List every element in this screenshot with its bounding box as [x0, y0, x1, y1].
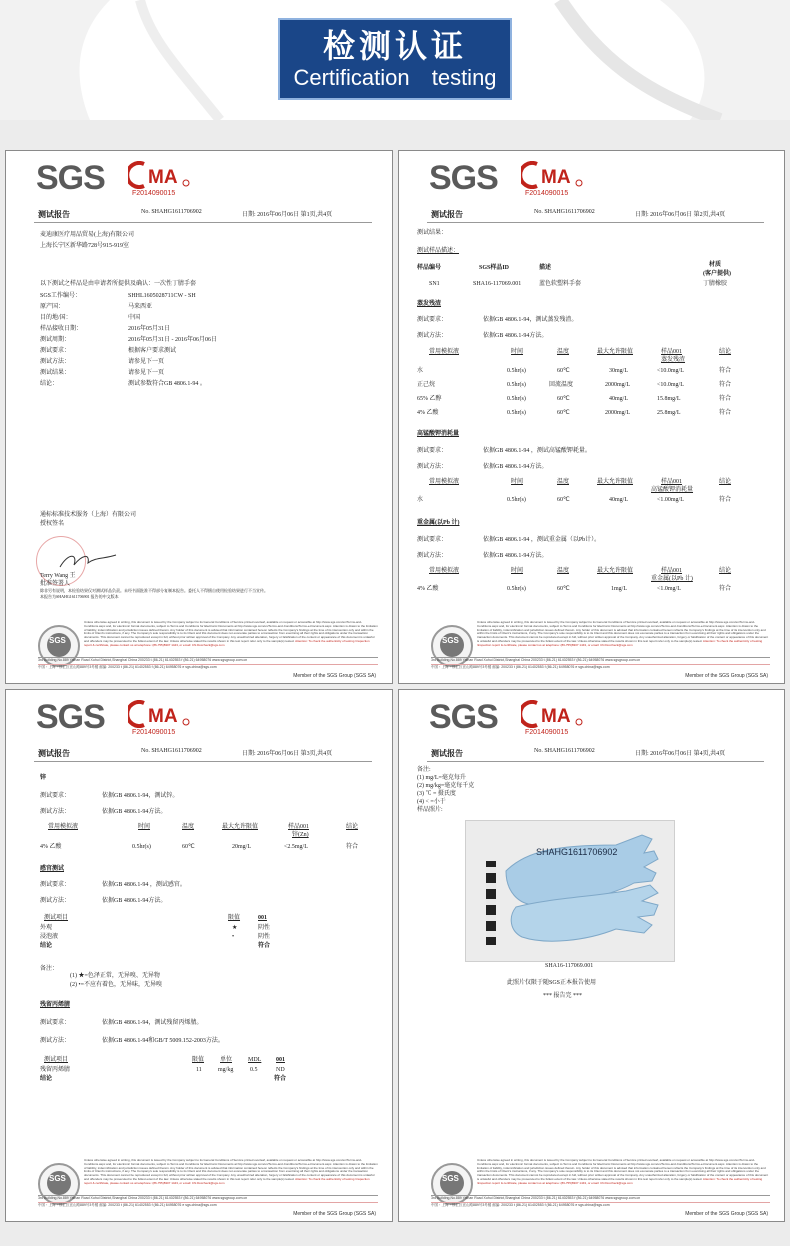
footer-address: 3rd Building,No.889 Yishan Road Xuhui District,Shanghai China 200233 t (86-21) 61402553 f (86-21) 64958076 www.sgsgroup.com.cn 中国・上海・徐汇区宜山路889号3号楼 邮编: 200233 t (86-21) 61402553 f (86-21) 64958076 e sgs.china@sgs.com [431, 1195, 770, 1208]
field-label: 测试结果： [40, 370, 71, 376]
end-of-report: *** 报告完 *** [543, 993, 583, 999]
sample-desc-label: 测试样品描述： [417, 248, 460, 254]
table-cell: 符合 [719, 410, 732, 416]
table-header: 结论 [346, 824, 359, 830]
table-cell: 30mg/L [609, 368, 628, 374]
table-cell: 结论 [40, 943, 53, 949]
photo-sample-id: SHA16-117069.001 [545, 963, 594, 969]
table-cell: 符合 [258, 943, 271, 949]
signer-title: 批准签署人 [40, 581, 71, 587]
table-header: 001 [276, 1057, 285, 1063]
section-method: 依据GB 4806.1-94方法。 [483, 333, 548, 339]
table-header: 温度 [182, 824, 195, 830]
section-method: 依据GB 4806.1-94方法。 [102, 898, 167, 904]
handwritten-signature [56, 549, 126, 573]
note-line: (4) < =小于 [417, 799, 446, 805]
col-material: 材质 [709, 262, 722, 268]
report-number: No. SHAHG1611706902 [141, 209, 202, 215]
table-header: 常用模拟液 [429, 479, 460, 485]
table-cell: 25.8mg/L [657, 410, 681, 416]
header-divider [34, 761, 372, 762]
section-title: 高锰酸钾消耗量 [417, 431, 460, 437]
table-header: 温度 [557, 349, 570, 355]
client-name: 麦迪康医疗用品贸易(上海)有限公司 [40, 232, 134, 238]
table-cell: 0.5hr(s) [132, 844, 151, 850]
page-footer [399, 613, 784, 683]
footer-fine-print: Unless otherwise agreed in writing, this document is issued by the Company subject to its General Conditions of Service printed overleaf, available on request or accessible at http://www.sgs.com/en/Terms-and-Conditions.aspx and, for electronic format documents, subject to Terms and Conditions for Electronic Documents at http://www.sgs.com/en/Terms-and-Conditions/Terms-e-Document.aspx. Attention is drawn to the limitation of liability, indemnification and jurisdiction issues defined therein. Any holder of this document is advised that information contained hereon reflects the Company's findings at the time of its intervention only and within the limits of Client's instructions, if any. The Company's sole responsibility is to its Client and this document does not exonerate parties to a transaction from exercising all their rights and obligations under the transaction documents. This document cannot be reproduced except in full, without prior written approval of the Company. Any unauthorized alteration, forgery or falsification of the content or appearance of this document is unlawful and offenders may be prosecuted to the fullest extent of the law. Unless otherwise stated the results shown in this test report refer only to the sample(s) tested. Attention: To check the authenticity of testing /inspection report & certificate, please contact us at telephone: (86-755)8307 1443, or email: CN.Doccheck@sgs.com [477, 621, 769, 647]
table-cell: <10.0mg/L [657, 382, 684, 388]
cma-cert-number: F2014090015 [525, 190, 569, 197]
col-sample-no: 样品编号 [417, 265, 442, 271]
table-cell: 4% 乙酸 [417, 586, 439, 592]
table-cell: 0.5hr(s) [507, 586, 526, 592]
field-label: SGS工作编号： [40, 293, 82, 299]
table-cell: 15.8mg/L [657, 396, 681, 402]
field-label: 目的地/国： [40, 315, 72, 321]
section-method-label: 测试方法： [417, 333, 448, 339]
table-cell: 0.5hr(s) [507, 396, 526, 402]
table-header: 001 [258, 915, 267, 921]
report-page-2 [398, 150, 785, 684]
table-header: 最大允许限值 [597, 568, 634, 574]
sgs-logo: SGS [429, 698, 498, 736]
table-cell: 60℃ [557, 497, 570, 503]
table-cell: 65% 乙醇 [417, 396, 442, 402]
sgs-seal-icon: SGS [38, 1163, 80, 1205]
report-title: 测试报告 [38, 749, 70, 758]
svg-text:MA: MA [148, 167, 178, 188]
table-cell: ND [276, 1067, 285, 1073]
cma-cert-number: F2014090015 [132, 729, 176, 736]
table-header: 锌(Zn) [292, 832, 309, 838]
table-header: 时间 [511, 479, 524, 485]
report-title: 测试报告 [431, 210, 463, 219]
table-header: 结论 [719, 479, 732, 485]
note-line: (1) mg/L=毫克每升 [417, 775, 466, 781]
field-value: 马来西亚 [128, 304, 153, 310]
section-title-en: Certification testing [293, 65, 497, 90]
sgs-logo: SGS [429, 159, 498, 197]
table-cell: 40mg/L [609, 396, 628, 402]
footer-member: Member of the SGS Group (SGS SA) [293, 673, 376, 679]
result-label: 测试结果： [417, 230, 448, 236]
footer-member: Member of the SGS Group (SGS SA) [685, 1211, 768, 1217]
table-cell: 60℃ [557, 410, 570, 416]
report-page-1 [5, 150, 393, 684]
table-cell: <1.0mg/L [657, 586, 681, 592]
table-header: 样品001 [661, 349, 683, 355]
section-method-label: 测试方法： [417, 553, 448, 559]
authorized-signature: 授权签名 [40, 521, 65, 527]
table-header: 最大允许限值 [222, 824, 259, 830]
section-method: 依据GB 4806.1-94方法。 [102, 809, 167, 815]
table-header: 样品001 [661, 568, 683, 574]
table-cell: 符合 [719, 497, 732, 503]
field-label: 样品接收日期： [40, 326, 83, 332]
page-footer [6, 1151, 392, 1221]
report-header [24, 748, 378, 760]
table-cell: 0.5 [250, 1067, 258, 1073]
table-header: 限值 [192, 1057, 205, 1063]
report-header [417, 748, 770, 760]
table-cell: <1.00mg/L [657, 497, 684, 503]
report-disclaimer: 除非另有说明，本检验结果仅对测试样品负责。未经书面批准不得部分复制本报告。委托人不得擅自使用检验结果进行不当宣传。 [40, 588, 268, 593]
table-cell: 4% 乙酸 [417, 410, 439, 416]
report-title: 测试报告 [38, 210, 70, 219]
table-cell: 2000mg/L [605, 410, 630, 416]
table-header: 时间 [138, 824, 151, 830]
section-method: 依据GB 4806.1-94方法。 [483, 553, 548, 559]
table-header: MDL [248, 1057, 262, 1063]
section-method: 依据GB 4806.1-94方法。 [483, 464, 548, 470]
footer-fine-print: Unless otherwise agreed in writing, this document is issued by the Company subject to its General Conditions of Service printed overleaf, available on request or accessible at http://www.sgs.com/en/Terms-and-Conditions.aspx and, for electronic format documents, subject to Terms and Conditions for Electronic Documents at http://www.sgs.com/en/Terms-and-Conditions/Terms-e-Document.aspx. Attention is drawn to the limitation of liability, indemnification and jurisdiction issues defined therein. Any holder of this document is advised that information contained hereon reflects the Company's findings at the time of its intervention only and within the limits of Client's instructions, if any. The Company's sole responsibility is to its Client and this document does not exonerate parties to a transaction from exercising all their rights and obligations under the transaction documents. This document cannot be reproduced except in full, without prior written approval of the Company. Any unauthorized alteration, forgery or falsification of the content or appearance of this document is unlawful and offenders may be prosecuted to the fullest extent of the law. Unless otherwise stated the results shown in this test report refer only to the sample(s) tested. Attention: To check the authenticity of testing /inspection report & certificate, please contact us at telephone: (86-755)8307 1443, or email: CN.Doccheck@sgs.com [84, 1159, 378, 1185]
field-label: 测试要求： [40, 348, 71, 354]
table-header: 高锰酸钾消耗量 [651, 487, 694, 493]
cma-logo [128, 161, 192, 189]
table-header: 常用模拟液 [429, 349, 460, 355]
section-title: 锌 [40, 775, 47, 781]
field-value: 中国 [128, 315, 141, 321]
footer-fine-print: Unless otherwise agreed in writing, this document is issued by the Company subject to its General Conditions of Service printed overleaf, available on request or accessible at http://www.sgs.com/en/Terms-and-Conditions.aspx and, for electronic format documents, subject to Terms and Conditions for Electronic Documents at http://www.sgs.com/en/Terms-and-Conditions/Terms-e-Document.aspx. Attention is drawn to the limitation of liability, indemnification and jurisdiction issues defined therein. Any holder of this document is advised that information contained hereon reflects the Company's findings at the time of its intervention only and within the limits of Client's instructions, if any. The Company's sole responsibility is to its Client and this document does not exonerate parties to a transaction from exercising all their rights and obligations under the transaction documents. This document cannot be reproduced except in full, without prior written approval of the Company. Any unauthorized alteration, forgery or falsification of the content or appearance of this document is unlawful and offenders may be prosecuted to the fullest extent of the law. Unless otherwise stated the results shown in this test report refer only to the sample(s) tested. Attention: To check the authenticity of testing /inspection report & certificate, please contact us at telephone: (86-755)8307 1443, or email: CN.Doccheck@sgs.com [477, 1159, 769, 1185]
report-header [417, 209, 770, 221]
field-value: 请参见下一页 [128, 359, 165, 365]
logo-row [36, 696, 236, 740]
table-cell: • [232, 934, 235, 940]
sgs-seal-icon: SGS [431, 1163, 473, 1205]
svg-text:MA: MA [148, 706, 178, 727]
field-value: 2016年05月31日 [128, 326, 171, 332]
section-title: 蒸发残渣 [417, 301, 442, 307]
table-header: 结论 [719, 568, 732, 574]
field-label: 测试周期： [40, 337, 71, 343]
field-value: 根据客户要求测试 [128, 348, 177, 354]
sample-cell: 丁腈橡胶 [703, 281, 728, 287]
sample-cell: SN1 [429, 281, 440, 287]
table-header: 限值 [228, 915, 241, 921]
table-cell: 2000mg/L [605, 382, 630, 388]
field-value: 2016年05月31日 - 2016年06月06日 [128, 337, 217, 343]
table-cell: 20mg/L [232, 844, 251, 850]
notes-label: 备注: [417, 767, 431, 773]
table-cell: 4% 乙酸 [40, 844, 62, 850]
field-label: 结论： [40, 381, 59, 387]
section-title: 残留丙烯腈 [40, 1002, 71, 1008]
section-req-label: 测试要求： [40, 793, 71, 799]
section-req: 依据GB 4806.1-94，测试蒸发残渣。 [483, 317, 578, 323]
table-cell: 正己烷 [417, 382, 436, 388]
table-cell: <2.5mg/L [284, 844, 308, 850]
table-header: 重金属(以Pb 计) [651, 576, 693, 582]
table-cell: 阴性 [258, 934, 271, 940]
table-cell: 符合 [719, 396, 732, 402]
section-method-label: 测试方法： [417, 464, 448, 470]
page-footer [399, 1151, 784, 1221]
sgs-seal-icon: SGS [38, 625, 80, 667]
table-cell: 符合 [719, 368, 732, 374]
table-cell: 回流温度 [549, 382, 574, 388]
report-page-3 [5, 689, 393, 1222]
col-material-sub: (客户提供) [703, 271, 731, 277]
table-cell: <10.0mg/L [657, 368, 684, 374]
header-divider [427, 761, 764, 762]
footer-member: Member of the SGS Group (SGS SA) [293, 1211, 376, 1217]
testing-company: 通标标准技术服务（上海）有限公司 [40, 512, 137, 518]
table-cell: 11 [196, 1067, 202, 1073]
report-number: No. SHAHG1611706902 [141, 748, 202, 754]
section-req: 依据GB 4806.1-94 ，测试感官。 [102, 882, 186, 888]
col-description: 描述 [539, 265, 552, 271]
section-req-label: 测试要求： [40, 882, 71, 888]
sgs-seal-icon: SGS [431, 625, 473, 667]
table-cell: 60℃ [182, 844, 195, 850]
section-method: 依据GB 4806.1-94和GB/T 5009.152-2003方法。 [102, 1038, 224, 1044]
sgs-logo: SGS [36, 159, 105, 197]
table-header: 常用模拟液 [48, 824, 79, 830]
section-method-label: 测试方法： [40, 898, 71, 904]
table-header: 蒸发残渣 [661, 357, 686, 363]
section-title: 重金属(以Pb 计) [417, 520, 460, 526]
table-header: 样品001 [288, 824, 310, 830]
table-cell: 符合 [346, 844, 359, 850]
report-number: No. SHAHG1611706902 [534, 209, 595, 215]
sample-cell: SHA16-117069.001 [473, 281, 522, 287]
table-cell: ★ [232, 925, 238, 931]
section-req: 依据GB 4806.1-94，测试锌。 [102, 793, 179, 799]
photo-caption: 此照片仅限于随SGS正本报告使用 [507, 980, 597, 986]
section-method-label: 测试方法： [40, 809, 71, 815]
sample-intro: 以下测试之样品是由申请者所提供及确认：一次性丁腈手套 [40, 281, 197, 287]
table-header: 常用模拟液 [429, 568, 460, 574]
section-req: 依据GB 4806.1-94 ，测试重金属（以Pb计）。 [483, 537, 601, 543]
table-cell: 水 [417, 368, 424, 374]
report-date: 日期: 2016年06月06日 第2页,共4页 [635, 212, 726, 218]
section-req: 依据GB 4806.1-94 ，测试高锰酸钾耗量。 [483, 448, 591, 454]
cma-logo [521, 161, 585, 189]
report-title: 测试报告 [431, 749, 463, 758]
table-cell: 0.5hr(s) [507, 382, 526, 388]
sgs-logo: SGS [36, 698, 105, 736]
photo-label: 样品照片: [417, 807, 443, 813]
logo-row [429, 157, 629, 201]
table-cell: 0.5hr(s) [507, 497, 526, 503]
section-req-label: 测试要求： [40, 1020, 71, 1026]
cma-cert-number: F2014090015 [132, 190, 176, 197]
signer-name: Terry Wang 王 [40, 573, 76, 579]
col-sgs-id: SGS样品ID [479, 265, 510, 271]
table-header: 时间 [511, 568, 524, 574]
notes-label: 备注： [40, 966, 59, 972]
section-req-label: 测试要求： [417, 448, 448, 454]
note-line: (1) ★=色泽正常，无异嗅、无异物 [70, 973, 160, 979]
section-title: 感官测试 [40, 866, 65, 872]
table-header: 时间 [511, 349, 524, 355]
report-date: 日期: 2016年06月06日 第1页,共4页 [242, 212, 333, 218]
svg-text:MA: MA [541, 706, 571, 727]
cma-logo [128, 700, 192, 728]
table-header: 单位 [220, 1057, 233, 1063]
logo-row [429, 696, 629, 740]
footer-address: 3rd Building,No.889 Yishan Road Xuhui District,Shanghai China 200233 t (86-21) 61402553 f (86-21) 64958076 www.sgsgroup.com.cn 中国・上海・徐汇区宜山路889号3号楼 邮编: 200233 t (86-21) 61402553 f (86-21) 64958076 e sgs.china@sgs.com [38, 657, 378, 670]
sample-cell: 蓝色软塑料手套 [539, 281, 582, 287]
section-req-label: 测试要求： [417, 317, 448, 323]
table-cell: 符合 [719, 382, 732, 388]
table-cell: 浸泡液 [40, 934, 59, 940]
report-date: 日期: 2016年06月06日 第3页,共4页 [242, 751, 333, 757]
table-cell: 阴性 [258, 925, 271, 931]
table-cell: 外观 [40, 925, 53, 931]
note-line: (3) ℃ = 摄氏度 [417, 791, 456, 797]
svg-text:SHAHG1611706902: SHAHG1611706902 [536, 847, 618, 857]
field-label: 原产国： [40, 304, 65, 310]
report-version-note: 本报告为SHAHG1611706901 报告的中文版本 [40, 594, 119, 599]
table-header: 最大允许限值 [597, 479, 634, 485]
table-cell: 符合 [719, 586, 732, 592]
header-divider [34, 222, 372, 223]
header-divider [427, 222, 764, 223]
page-footer [6, 613, 392, 683]
table-cell: 40mg/L [609, 497, 628, 503]
cma-logo [521, 700, 585, 728]
table-cell: 结论 [40, 1076, 53, 1082]
report-number: No. SHAHG1611706902 [534, 748, 595, 754]
section-req: 依据GB 4806.1-94，测试残留丙烯腈。 [102, 1020, 203, 1026]
report-page-4 [398, 689, 785, 1222]
table-cell: 0.5hr(s) [507, 410, 526, 416]
header-banner [0, 0, 790, 120]
svg-text:MA: MA [541, 167, 571, 188]
table-header: 温度 [557, 568, 570, 574]
table-header: 测试项目 [44, 1057, 69, 1063]
footer-fine-print: Unless otherwise agreed in writing, this document is issued by the Company subject to its General Conditions of Service printed overleaf, available on request or accessible at http://www.sgs.com/en/Terms-and-Conditions.aspx and, for electronic format documents, subject to Terms and Conditions for Electronic Documents at http://www.sgs.com/en/Terms-and-Conditions/Terms-e-Document.aspx. Attention is drawn to the limitation of liability, indemnification and jurisdiction issues defined therein. Any holder of this document is advised that information contained hereon reflects the Company's findings at the time of its intervention only and within the limits of Client's instructions, if any. The Company's sole responsibility is to its Client and this document does not exonerate parties to a transaction from exercising all their rights and obligations under the transaction documents. This document cannot be reproduced except in full, without prior written approval of the Company. Any unauthorized alteration, forgery or falsification of the content or appearance of this document is unlawful and offenders may be prosecuted to the fullest extent of the law. Unless otherwise stated the results shown in this test report refer only to the sample(s) tested. Attention: To check the authenticity of testing /inspection report & certificate, please contact us at telephone: (86-755)8307 1443, or email: CN.Doccheck@sgs.com [84, 621, 378, 647]
table-header: 样品001 [661, 479, 683, 485]
footer-address: 3rd Building,No.889 Yishan Road Xuhui District,Shanghai China 200233 t (86-21) 61402553 f (86-21) 64958076 www.sgsgroup.com.cn 中国・上海・徐汇区宜山路889号3号楼 邮编: 200233 t (86-21) 61402553 f (86-21) 64958076 e sgs.china@sgs.com [38, 1195, 378, 1208]
table-header: 最大允许限值 [597, 349, 634, 355]
report-header [24, 209, 378, 221]
field-value: SHHL1605028711CW - SH [128, 293, 196, 299]
glove-image [466, 821, 674, 961]
cma-cert-number: F2014090015 [525, 729, 569, 736]
note-line: (2) •=不应有着色，无异味，无异嗅 [70, 982, 162, 988]
section-title-cn: 检测认证 [322, 27, 467, 65]
table-cell: mg/kg [218, 1067, 234, 1073]
table-cell: 0.5hr(s) [507, 368, 526, 374]
note-line: (2) mg/kg=毫克每千克 [417, 783, 475, 789]
table-cell: 60℃ [557, 586, 570, 592]
table-cell: 残留丙烯腈 [40, 1067, 71, 1073]
table-header: 结论 [719, 349, 732, 355]
footer-member: Member of the SGS Group (SGS SA) [685, 673, 768, 679]
table-cell: 60℃ [557, 368, 570, 374]
sample-photo [465, 820, 675, 962]
table-header: 温度 [557, 479, 570, 485]
field-value: 测试参数符合GB 4806.1-94 。 [128, 381, 206, 387]
table-cell: 60℃ [557, 396, 570, 402]
footer-address: 3rd Building,No.889 Yishan Road Xuhui District,Shanghai China 200233 t (86-21) 61402553 f (86-21) 64958076 www.sgsgroup.com.cn 中国・上海・徐汇区宜山路889号3号楼 邮编: 200233 t (86-21) 61402553 f (86-21) 64958076 e sgs.china@sgs.com [431, 657, 770, 670]
table-cell: 水 [417, 497, 424, 503]
table-header: 测试项目 [44, 915, 69, 921]
report-date: 日期: 2016年06月06日 第4页,共4页 [635, 751, 726, 757]
section-title-box [278, 18, 512, 100]
field-value: 请参见下一页 [128, 370, 165, 376]
logo-row [36, 157, 236, 201]
table-cell: 符合 [274, 1076, 287, 1082]
client-address: 上海长宁区新华路728号915-919室 [40, 243, 129, 249]
section-req-label: 测试要求： [417, 537, 448, 543]
table-cell: 1mg/L [611, 586, 627, 592]
section-method-label: 测试方法： [40, 1038, 71, 1044]
field-label: 测试方法： [40, 359, 71, 365]
